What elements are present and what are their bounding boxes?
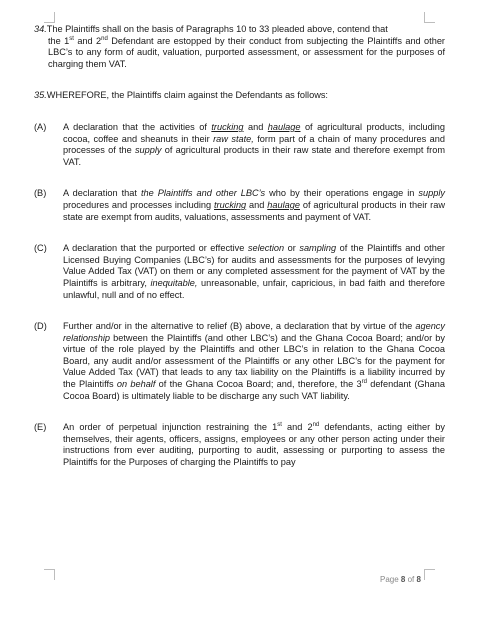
paragraph-number: 34.: [34, 24, 47, 34]
page-number-footer: Page 8 of 8: [380, 575, 421, 584]
relief-item-e: [34, 422, 445, 468]
item-letter: (B): [34, 188, 47, 199]
relief-item-d: [34, 321, 445, 402]
item-text: A declaration that the purported or effective selection or sampling of the Plaintiffs and other Licensed Buying Companies (LBC’s) for audits and assessments for the purposes of levying Value Added Tax (VAT) on them or any completed assessment for the payment of VAT by the Plaintiffs is arbitrary, inequitable, unreasonable, unfair, capricious, in bad faith and therefore unlawful, null and of no effect.: [63, 243, 446, 300]
paragraph-number: 35.: [34, 90, 47, 101]
item-text: A declaration that the Plaintiffs and other LBC’s who by their operations engage in supply procedures and processes including trucking and haulage of agricultural products in their raw state are exempt from audits, valuations, assessments and payment of VAT.: [63, 188, 445, 222]
total-pages-number: 8: [416, 575, 421, 584]
crop-mark-bottom-right: [424, 569, 435, 580]
item-letter: (A): [34, 121, 47, 132]
item-text: Further and/or in the alternative to relief (B) above, a declaration that by virtue of the agency relationship between the Plaintiffs (and other LBC’s) and the Ghana Cocoa Board; and/or by virtue of the role played by the Plaintiffs and other LBC’s in relation to the Ghana Cocoa Board, any audit and/or assessment of the Plaintiffs or any other LBC’s for the payment for Value Added Tax (VAT) that leads to any tax liability on the Plaintiffs is a liability incurred by the Plaintiffs on behalf of the Ghana Cocoa Board; and, therefore, the 3rd defendant (Ghana Cocoa Board) is ultimately liable to be discharge any such VAT liability.: [63, 321, 445, 401]
crop-mark-bottom-left: [44, 569, 55, 580]
crop-mark-top-left: [44, 12, 55, 23]
paragraph-34: 34.The Plaintiffs shall on the basis of Paragraphs 10 to 33 pleaded above, contend that the 1st and 2nd Defendant are estopped by their conduct from subjecting the Plaintiffs and other LBC’s to any form of audit, valuation, purported assessment, or assessment for the purposes of charging them VAT.: [34, 24, 445, 69]
document-body: [34, 24, 445, 469]
item-letter: (D): [34, 321, 47, 332]
paragraph-35: 35.WHEREFORE, the Plaintiffs claim against the Defendants as follows:: [34, 90, 328, 101]
relief-item-b: [34, 188, 445, 223]
relief-item-a: [34, 122, 445, 168]
item-text: An order of perpetual injunction restraining the 1st and 2nd defendants, acting either by themselves, their agents, officers, assigns, employees or any other person acting under their instructions from ever auditing, purporting to audit, assessing or purporting to assess the Plaintiffs for the Purposes of charging the Plaintiffs to pay: [63, 422, 445, 468]
current-page-number: 8: [400, 575, 406, 584]
item-letter: (E): [34, 422, 47, 433]
item-text: A declaration that the activities of trucking and haulage of agricultural products, including cocoa, coffee and sheanuts in their raw state, form part of a chain of many procedures and processes of the supply of agricultural products in their raw state and therefore exempt from VAT.: [63, 121, 446, 167]
relief-item-c: [34, 243, 445, 301]
item-letter: (C): [34, 243, 47, 254]
crop-mark-top-right: [424, 12, 435, 23]
